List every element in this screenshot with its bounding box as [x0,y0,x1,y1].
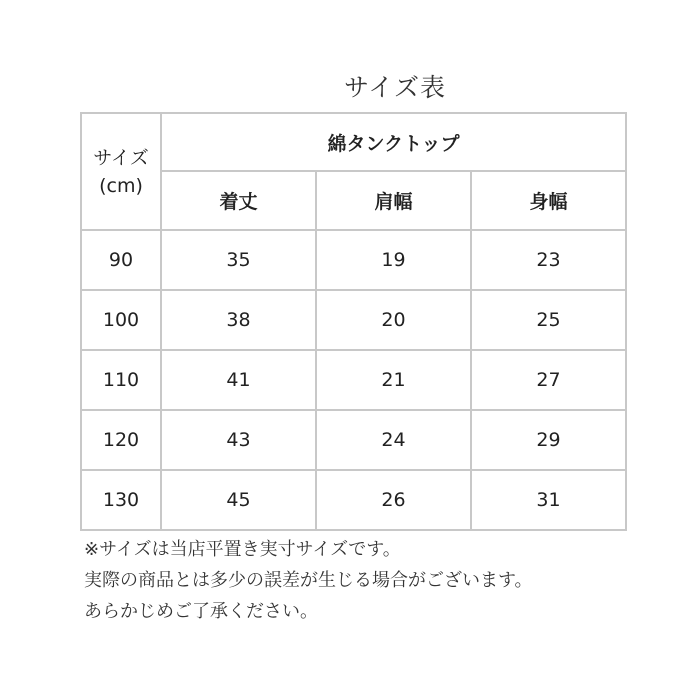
note-acknowledgement: あらかじめご了承ください。 [84,601,318,622]
header-row-product [81,113,626,171]
table-row [81,350,626,410]
chest-cell: 23 [471,230,626,290]
size-cell: 120 [81,410,161,470]
chest-cell: 27 [471,350,626,410]
shoulder-cell: 24 [316,410,471,470]
size-cell: 90 [81,230,161,290]
size-cell: 100 [81,290,161,350]
length-cell: 43 [161,410,316,470]
length-cell: 35 [161,230,316,290]
size-cell: 110 [81,350,161,410]
size-table [80,112,627,531]
length-cell: 45 [161,470,316,530]
shoulder-cell: 26 [316,470,471,530]
note-measurement-method: ※サイズは当店平置き実寸サイズです。 [84,539,401,560]
size-header-unit: (cm) [99,174,143,197]
column-header-length: 着丈 [161,171,316,230]
shoulder-cell: 20 [316,290,471,350]
table-row [81,470,626,530]
chest-cell: 29 [471,410,626,470]
chest-cell: 25 [471,290,626,350]
page-title: サイズ表 [343,73,446,102]
size-header-label: サイズ [93,146,149,169]
chest-cell: 31 [471,470,626,530]
notes-block [84,536,533,629]
length-cell: 38 [161,290,316,350]
column-header-chest: 身幅 [471,171,626,230]
table-row [81,410,626,470]
table-row [81,290,626,350]
table-row [81,230,626,290]
shoulder-cell: 21 [316,350,471,410]
header-row-measurements [81,171,626,230]
note-tolerance: 実際の商品とは多少の誤差が生じる場合がございます。 [84,570,533,591]
column-header-shoulder: 肩幅 [316,171,471,230]
size-column-header [81,113,161,230]
length-cell: 41 [161,350,316,410]
shoulder-cell: 19 [316,230,471,290]
product-name-header: 綿タンクトップ [161,113,626,171]
size-cell: 130 [81,470,161,530]
